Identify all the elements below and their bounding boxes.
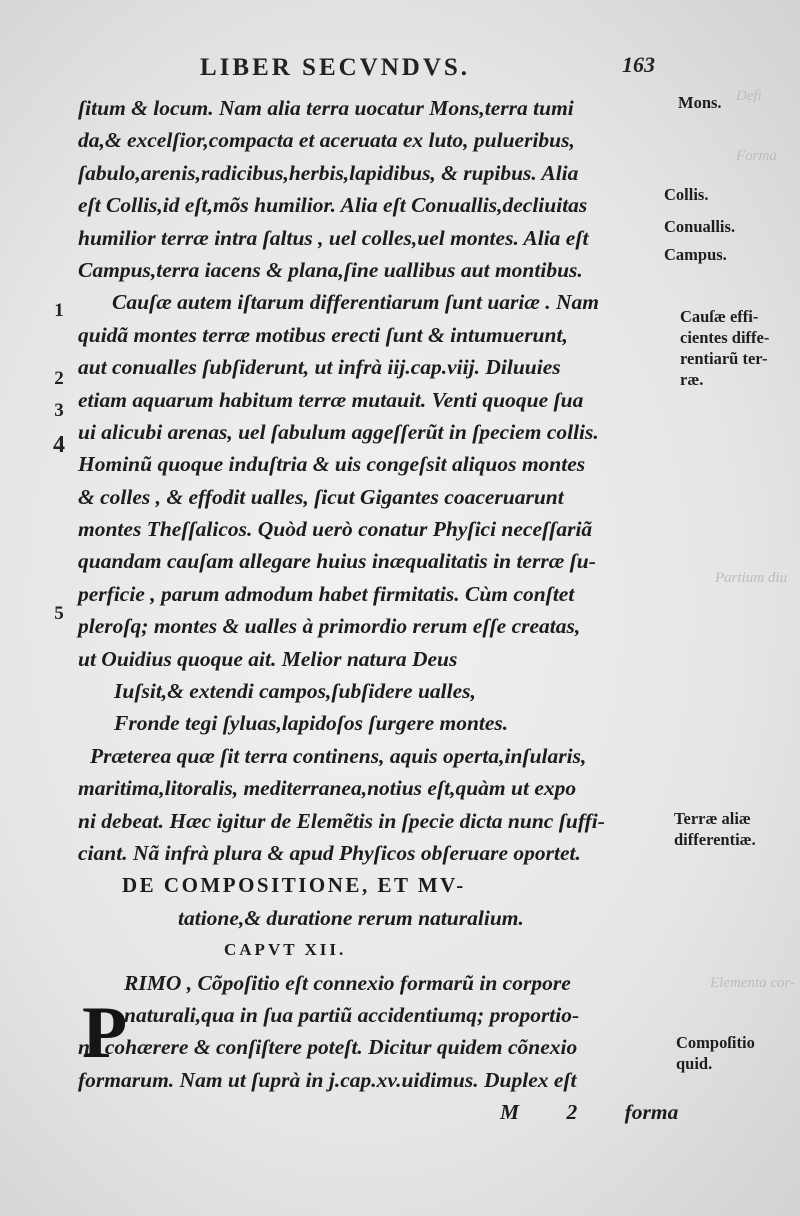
text-line: ut Ouidius quoque ait. Melior natura Deus [78, 646, 458, 671]
section-heading: DE COMPOSITIONE, ET MV- [122, 873, 466, 898]
text-line: maritima,litoralis, mediterranea,notius eſt,quàm ut expo [78, 776, 577, 801]
chapter-text-line: ne cohærere & conſiſtere poteſt. Dicitur quidem cõnexio [78, 1035, 578, 1060]
text-line: Cauſæ autem iſtarum differentiarum ſunt uariæ . Nam [112, 290, 600, 315]
margin-note-conuallis: Conuallis. [664, 217, 736, 236]
chapter-label: CAPVT XII. [224, 940, 347, 960]
margin-note-causae: Cauſæ effi- cientes diffe- rentiarũ ter- ræ. [680, 307, 770, 389]
text-line: & colles , & effodit ualles, ſicut Gigantes coaceruarunt [78, 484, 564, 509]
text-line: quidã montes terræ motibus erecti ſunt & intumuerunt, [78, 322, 568, 347]
text-line: ui alicubi arenas, uel ſabulum aggeſſerũt in ſpeciem collis. [78, 419, 599, 444]
margin-note-campus: Campus. [664, 245, 727, 264]
text-line: montes Theſſalicos. Quòd uerò conatur Phyſici neceſſariã [78, 517, 593, 542]
chapter-text-line: formarum. Nam ut ſuprà in j.cap.xv.uidimus. Duplex eſt [78, 1067, 577, 1092]
bleed-through-mark: Forma [736, 148, 777, 164]
line-number: 3 [54, 400, 64, 421]
running-title: LIBER SECVNDVS. [200, 54, 471, 81]
text-line: da,& excelſior,compacta et aceruata ex luto, pulueribus, [78, 128, 575, 153]
bleed-through-mark: Partium diu [715, 570, 788, 586]
chapter-text-line: naturali,qua in ſua partiũ accidentiumq; proportio- [124, 1002, 580, 1027]
text-line: quandam cauſam allegare huius inæqualitatis in terræ ſu- [78, 549, 596, 574]
drop-cap: P [82, 992, 128, 1074]
text-line: Campus,terra iacens & plana,ſine uallibus aut montibus. [78, 257, 583, 282]
margin-note-collis: Collis. [664, 185, 709, 204]
text-line: ni debeat. Hæc igitur de Elemẽtis in ſpecie dicta nunc ſuffi- [78, 808, 605, 833]
line-number: 1 [54, 300, 64, 321]
page-number: 163 [622, 52, 655, 77]
line-number: 4 [53, 432, 65, 458]
catchword-line: M 2 forma [500, 1100, 679, 1125]
text-line: eſt Collis,id eſt,mõs humilior. Alia eſt Conuallis,decliuitas [78, 193, 588, 218]
verse-line: Fronde tegi ſyluas,lapidoſos ſurgere montes. [114, 711, 509, 736]
text-line: ciant. Nã infrà plura & apud Phyſicos obſeruare oportet. [78, 840, 581, 865]
text-line: Præterea quæ ſit terra continens, aquis operta,inſularis, [90, 743, 587, 768]
margin-note-terrae: Terræ aliæ differentiæ. [674, 809, 756, 849]
text-line: humilior terræ intra ſaltus , uel colles,uel montes. Alia eſt [78, 225, 589, 250]
margin-note-compositio: Compoſitio quid. [676, 1033, 755, 1073]
text-line: ſitum & locum. Nam alia terra uocatur Mons,terra tumi [78, 96, 574, 120]
chapter-text-line: RIMO , Cõpoſitio eſt connexio formarũ in corpore [124, 970, 571, 995]
verse-line: Iuſsit,& extendi campos,ſubſidere ualles, [114, 679, 476, 704]
bleed-through-mark: Elementa cor- [710, 975, 796, 991]
line-number: 5 [54, 603, 64, 624]
line-number: 2 [54, 368, 64, 389]
page-header [0, 52, 800, 82]
text-line: etiam aquarum habitum terræ mutauit. Venti quoque ſua [78, 387, 584, 412]
section-subheading: tatione,& duratione rerum naturalium. [178, 905, 524, 930]
margin-note-mons: Mons. [678, 93, 722, 112]
text-line: Hominũ quoque induſtria & uis congeſsit aliquos montes [78, 452, 586, 477]
text-line: pleroſq; montes & ualles à primordio rerum eſſe creatas, [78, 614, 581, 639]
text-line: aut conualles ſubſiderunt, ut infrà iij.cap.viij. Diluuies [78, 355, 561, 380]
bleed-through-mark: Defi [736, 88, 762, 104]
text-line: ſabulo,arenis,radicibus,herbis,lapidibus, & rupibus. Alia [78, 160, 579, 185]
text-line: perficie , parum admodum habet firmitatis. Cùm conſtet [78, 581, 575, 606]
main-text [78, 92, 679, 1129]
